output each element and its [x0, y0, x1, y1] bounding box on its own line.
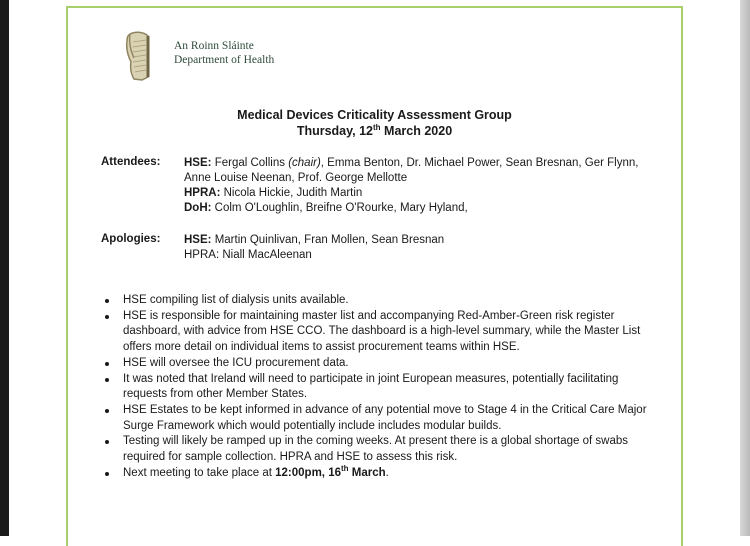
attendees-hse-line-2: Anne Louise Neenan, Prof. George Mellotte — [184, 172, 408, 184]
list-item: HSE Estates to be kept informed in advance of any potential move to Stage 4 in the Critical Care Major Surge Framework which would potentially include includes modular builds. — [104, 403, 664, 434]
attendees-doh-line: DoH: Colm O'Loughlin, Breifne O'Rourke, Mary Hyland, — [184, 202, 468, 214]
list-item: HSE will oversee the ICU procurement data. — [104, 356, 664, 372]
attendees-hse-line: HSE: Fergal Collins (chair), Emma Benton, Dr. Michael Power, Sean Bresnan, Ger Flynn, — [184, 157, 639, 169]
list-item: Next meeting to take place at 12:00pm, 16th March. — [104, 466, 664, 482]
list-item: HSE compiling list of dialysis units available. — [104, 293, 664, 309]
department-logo — [122, 30, 282, 82]
list-item: Testing will likely be ramped up in the coming weeks. At present there is a global shortage of swabs required for sample collection. HPRA and HSE to assess this risk. — [104, 434, 664, 465]
attendees-hpra-line: HPRA: Nicola Hickie, Judith Martin — [184, 187, 363, 199]
logo-irish-name: An Roinn Sláinte — [174, 40, 254, 52]
attendees-label: Attendees: — [101, 156, 161, 168]
apologies-hpra-line: HPRA: Niall MacAleenan — [184, 249, 312, 261]
list-item: HSE is responsible for maintaining master list and accompanying Red-Amber-Green risk register dashboard, with advice from HSE CCO. The dashboard is a high-level summary, while the Master List offers more detail on individual items to assist procurement teams within HSE. — [104, 309, 664, 356]
apologies-label: Apologies: — [101, 233, 161, 245]
group-name: Medical Devices Criticality Assessment Group — [237, 108, 512, 122]
attendees-list — [184, 156, 638, 216]
minutes-bullet-list — [104, 293, 664, 481]
list-item: It was noted that Ireland will need to participate in joint European measures, potentially facilitating requests from other Member States. — [104, 372, 664, 403]
logo-english-name: Department of Health — [174, 54, 275, 66]
scan-left-edge — [0, 0, 9, 536]
apologies-hse-line: HSE: Martin Quinlivan, Fran Mollen, Sean Bresnan — [184, 234, 445, 246]
meeting-date: Thursday, 12th March 2020 — [296, 122, 453, 138]
scan-right-edge — [740, 0, 750, 536]
apologies-list — [184, 233, 444, 263]
harp-icon — [122, 30, 158, 82]
meeting-title — [66, 107, 683, 139]
